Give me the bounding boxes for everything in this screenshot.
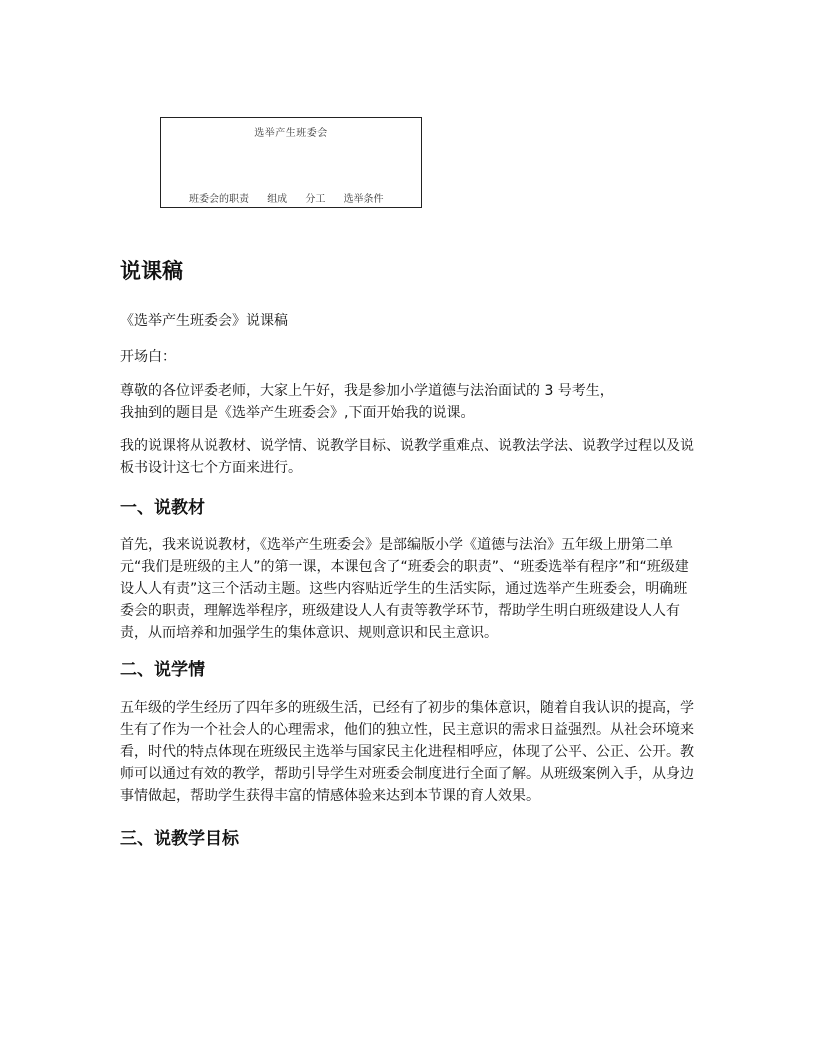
opening-label: 开场白： [120,349,176,365]
board-item-conditions: 选举条件 [343,194,384,205]
intro-line-1: 尊敬的各位评委老师，大家上午好，我是参加小学道德与法治面试的 3 号考生， [120,383,614,399]
intro-line-2: 我抽到的题目是《选举产生班委会》,下面开始我的说课。 [120,405,475,421]
document-subtitle: 《选举产生班委会》说课稿 [120,313,288,329]
section-heading-students: 二、说学情 [120,660,205,680]
blackboard-design-box [160,117,422,208]
intro-paragraph [120,380,698,424]
document-title: 说课稿 [120,259,183,283]
board-item-division: 分工 [305,194,326,205]
overview-paragraph: 我的说课将从说教材、说学情、说教学目标、说教学重难点、说教法学法、说教学过程以及说板书设计这七个方面来进行。 [120,438,694,476]
section-body-students: 五年级的学生经历了四年多的班级生活，已经有了初步的集体意识，随着自我认识的提高，学生有了作为一个社会人的心理需求，他们的独立性，民主意识的需求日益强烈。从社会环境来看，时代的特点体现在班级民主选举与国家民主化进程相呼应，体现了公平、公正、公开。教师可以通过有效的教学，帮助引导学生对班委会制度进行全面了解。从班级案例入手，从身边事情做起，帮助学生获得丰富的情感体验来达到本节课的育人效果。 [120,700,694,804]
board-item-composition: 组成 [267,194,288,205]
section-heading-textbook: 一、说教材 [120,498,205,518]
board-item-duties: 班委会的职责 [189,194,249,205]
section-heading-objectives: 三、说教学目标 [120,829,239,849]
board-items [189,190,399,205]
board-title: 选举产生班委会 [254,128,328,139]
section-body-textbook: 首先，我来说说教材，《选举产生班委会》是部编版小学《道德与法治》五年级上册第二单元“我们是班级的主人”的第一课，本课包含了“班委会的职责”、“班委选举有程序”和“班级建设人人有责”这三个活动主题。这些内容贴近学生的生活实际，通过选举产生班委会，明确班委会的职责，理解选举程序，班级建设人人有责等教学环节，帮助学生明白班级建设人人有责，从而培养和加强学生的集体意识、规则意识和民主意识。 [120,537,689,641]
document-body [120,254,698,851]
